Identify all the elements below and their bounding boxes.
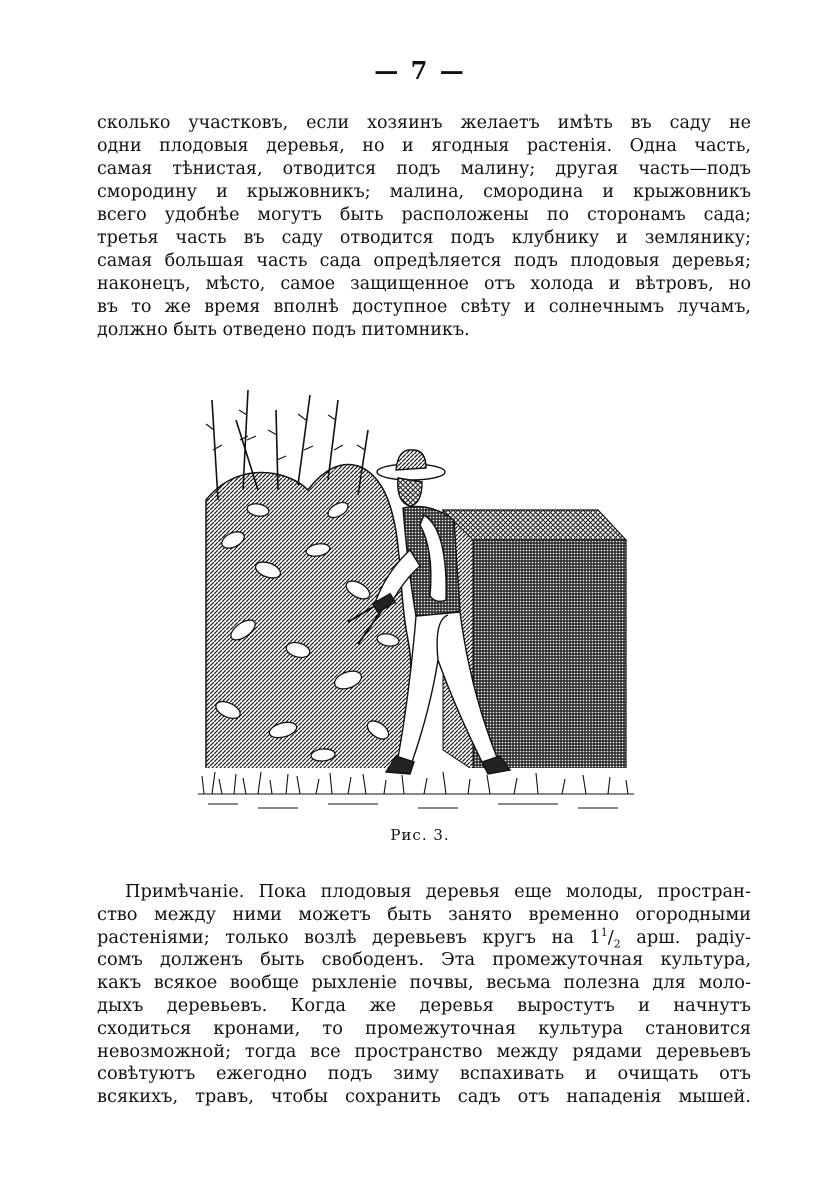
gardener-trimming-hedge-image [198,390,634,814]
text-line: Примѣчаніе. Пока плодовыя деревья еще молоды, простран- [125,881,751,902]
paragraph-1 [97,112,751,342]
fraction-numerator: 1 [600,926,608,939]
text-line: сколько участковъ, если хозяинъ желаетъ имѣть въ саду не [97,113,751,133]
figure-gardener-illustration [198,390,634,814]
figure-caption: Рис. 3. [390,826,450,844]
text-line: самая тѣнистая, отводится подъ малину; другая часть—подъ [97,159,751,179]
text-line: одни плодовыя деревья, но и ягодныя растенія. Одна часть, [97,136,751,156]
text-line: сомъ долженъ быть свободенъ. Эта промежуточная культура, [97,949,751,971]
text-line: самая большая часть сада опредѣляется подъ плодовыя деревья; [97,251,751,271]
text-line: совѣтуютъ ежегодно подъ зиму вспахивать и очищать отъ [97,1063,751,1085]
text-line: дыхъ деревьевъ. Когда же деревья выростутъ и начнутъ [97,994,751,1016]
text-fragment: растеніями; только возлѣ деревьевъ кругъ на 1 [97,926,601,948]
page-number: — 7 — [374,56,466,85]
text-line: ство между ними можетъ быть занято временно огородными [97,903,751,925]
text-line: сходиться кронами, то промежуточная культура становится [97,1017,751,1039]
fraction-slash: / [607,926,614,948]
text-line: какъ всякое вообще рыхленіе почвы, весьма полезна для моло- [97,972,751,994]
paragraph-2 [97,881,751,1109]
text-line: въ то же время вполнѣ доступное свѣту и солнечнымъ лучамъ, [97,297,751,317]
fraction-denominator: 2 [613,937,621,950]
text-line: всякихъ, травъ, чтобы сохранить садъ отъ нападенія мышей. [97,1086,751,1108]
text-line: смородину и крыжовникъ; малина, смородина и крыжовникъ [97,182,751,202]
text-line: невозможной; тогда все пространство между рядами деревьевъ [97,1040,751,1062]
text-line: третья часть въ саду отводится подъ клубнику и землянику; [97,228,751,248]
text-line-with-fraction [97,927,751,950]
text-line: всего удобнѣе могутъ быть расположены по сторонамъ сада; [97,205,751,225]
text-line: наконецъ, мѣсто, самое защищенное отъ холода и вѣтровъ, но [97,274,751,294]
text-line: должно быть отведено подъ питомникъ. [97,320,470,340]
text-fragment: арш. радіу- [620,926,751,948]
